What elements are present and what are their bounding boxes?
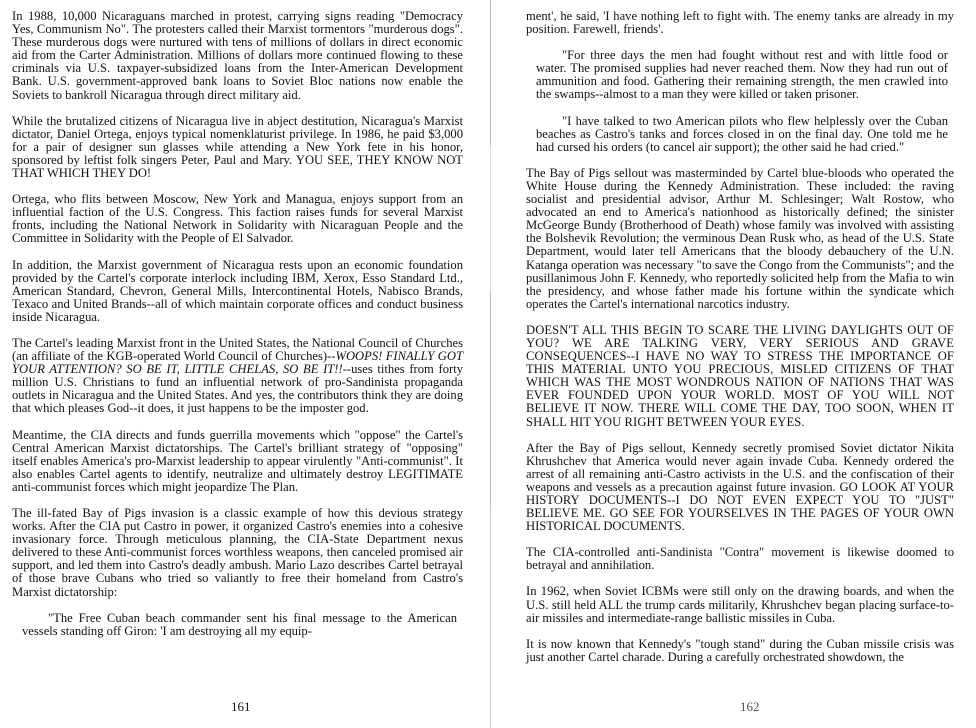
emphasis-text: WOOPS! FINALLY GOT YOUR ATTENTION? SO BE IT, LITTLE CHELAS, SO BE IT!! — [12, 349, 463, 377]
paragraph: The Bay of Pigs sellout was masterminded by Cartel blue-bloods who operated the White House during the Kennedy Administration. These included: the raving socialist and presidential advisor, Arthur M. Schlesinger; Walt Rostow, who advocated an end to America's nationhood as historically defined; the sinister McGeorge Bundy (Brotherhood of Death) whose family was involved with assisting the Bolshevik Revolution; the verminous Dean Rusk who, as head of the U.S. State Department, would later tell Americans that the bloody debauchery of the U.N. Katanga operation was necessary "to save the Congo from the Communists"; and the pusillanimous John F. Kennedy, who reportedly solicited help from the Mafia to win the presidency, and whose father made his fortune within the syndicate which operates the Cartel's international narcotics industry. — [526, 165, 954, 311]
block-quote: "I have talked to two American pilots who flew helplessly over the Cuban beaches as Castro's tanks and forces closed in on the final day. One told me he had cursed his orders (to cancel air support); the other said he had cried." — [536, 113, 948, 154]
paragraph: In addition, the Marxist government of Nicaragua rests upon an economic foundation provided by the Cartel's corporate interlock including IBM, Xerox, Esso Standard Ltd., American Standard, Chevron, General Mills, Intercontinental Hotels, Nabisco Brands, Texaco and United Brands--all of which maintain corporate offices and conduct business inside Nicaragua. — [12, 257, 463, 324]
paragraph: In 1962, when Soviet ICBMs were still only on the drawing boards, and when the U.S. still held ALL the trump cards militarily, Khrushchev began placing surface-to-air missiles and intermediate-range ballistic missiles in Cuba. — [526, 584, 954, 625]
paragraph — [12, 337, 463, 416]
paragraph: Meantime, the CIA directs and funds guerrilla movements which "oppose" the Cartel's Central American Marxist dictatorships. The Cartel's brilliant strategy of "opposing" itself enables America's pro-Marxist leadership to appear virulently "Anti-communist". It also enables Cartel agents to identify, neutralize and ultimately destroy LEGITIMATE anti-communist forces which might jeopardize The Plan. — [12, 427, 463, 494]
paragraph: While the brutalized citizens of Nicaragua live in abject destitution, Nicaragua's Marxist dictator, Daniel Ortega, enjoys typical nomenklaturist privilege. In 1986, he paid $3,000 for a pair of designer sun glasses while attending a New York fete in his honor, sponsored by leftist folk singers Peter, Paul and Mary. YOU SEE, THEY KNOW NOT THAT WHICH THEY DO! — [12, 113, 463, 181]
paragraph: DOESN'T ALL THIS BEGIN TO SCARE THE LIVING DAYLIGHTS OUT OF YOU? WE ARE TALKING VERY, VERY SERIOUS AND GRAVE CONSEQUENCES--I HAVE NO WAY TO STRESS THE IMPORTANCE OF THIS MATERIAL UNTO YOU PRECIOUS, MISLED CITIZENS OF THAT WHICH WAS THE MOST WONDROUS NATION OF NATIONS THAT WAS EVER FOUNDED UPON YOUR WORLD. MOST OF YOU WILL NOT BELIEVE IT NOW. THERE WILL COME THE DAY, TOO SOON, WHEN IT SHALL HIT YOU RIGHT BETWEEN YOUR EYES. — [526, 322, 954, 429]
page-number: 161 — [231, 699, 251, 714]
block-quote: "The Free Cuban beach commander sent his final message to the American vessels standing off Giron: 'I am destroying all my equip- — [22, 610, 457, 638]
paragraph: The ill-fated Bay of Pigs invasion is a classic example of how this devious strategy works. After the CIA put Castro in power, it organized Castro's enemies into a cohesive invasionary force. Through meticulous planning, the CIA-State Department nexus delivered to these Anti-communist forces worthless weapons, then canceled promised air support, and led them into Castro's deadly ambush. Mario Lazo describes Cartel betrayal of those brave Cubans who tried so valiantly to free their homeland from Castro's Marxist dictatorship: — [12, 506, 463, 599]
block-quote: "For three days the men had fought without rest and with little food or water. The promised supplies had never reached them. Now they had run out of ammunition and food. Gathering their remaining strength, the men crawled into the swamps--almost to a man they were killed or taken prisoner. — [536, 48, 948, 102]
paragraph: ment', he said, 'I have nothing left to fight with. The enemy tanks are already in my position. Farewell, friends'. — [526, 9, 954, 37]
paragraph: Ortega, who flits between Moscow, New York and Managua, enjoys support from an influential faction of the U.S. Congress. This faction raises funds for several Marxist fronts, including the National Network in Solidarity with Nicaraguan People and the Committee in Solidarity with the People of El Salvador. — [12, 192, 463, 246]
left-text-column — [12, 10, 463, 651]
right-text-column — [526, 10, 954, 677]
paragraph: After the Bay of Pigs sellout, Kennedy secretly promised Soviet dictator Nikita Khrushchev that America would never again invade Cuba. Kennedy ordered the arrest of all remaining anti-Castro activists in the U.S. and the confiscation of their weapons and vessels as a precaution against future invasion. GO LOOK AT YOUR HISTORY DOCUMENTS--I DO NOT EVEN EXPECT YOU TO "JUST" BELIEVE ME. GO SEE FOR YOURSELVES IN THE PAGES OF YOUR OWN HISTORICAL DOCUMENTS. — [526, 440, 954, 534]
paragraph: In 1988, 10,000 Nicaraguans marched in protest, carrying signs reading "Democracy Yes, Communism No". The protesters called their Marxist tormentors "murderous dogs". These murderous dogs were nurtured with tens of millions of dollars in direct economic aid from the Carter Administration. Millions of dollars more continued flowing to these criminals via U.S. taxpayer-subsidized loans from the Inter-American Development Bank. U.S. government-approved bank loans to Soviet Bloc nations now enable the Soviets to bankroll Nicaragua through direct military aid. — [12, 9, 463, 102]
paragraph: The CIA-controlled anti-Sandinista "Contra" movement is likewise doomed to betrayal and annihilation. — [526, 545, 954, 573]
paragraph: It is now known that Kennedy's "tough stand" during the Cuban missile crisis was just another Cartel charade. During a carefully orchestrated showdown, the — [526, 636, 954, 664]
page-number: 162 — [740, 699, 760, 714]
paragraph-text: The Cartel's leading Marxist front in the United States, the National Council of Churches (an affiliate of the KGB-operated World Council of Churches)-- — [12, 335, 463, 364]
right-page — [490, 0, 976, 728]
paragraph-text: --uses tithes from forty million U.S. Christians to fund an influential network of pro-Sandinista propaganda outlets in Nicaragua and the United States. And yes, the contributors think they are doing that which pleases God--it does, it just happens to be the imposter god. — [12, 362, 463, 416]
